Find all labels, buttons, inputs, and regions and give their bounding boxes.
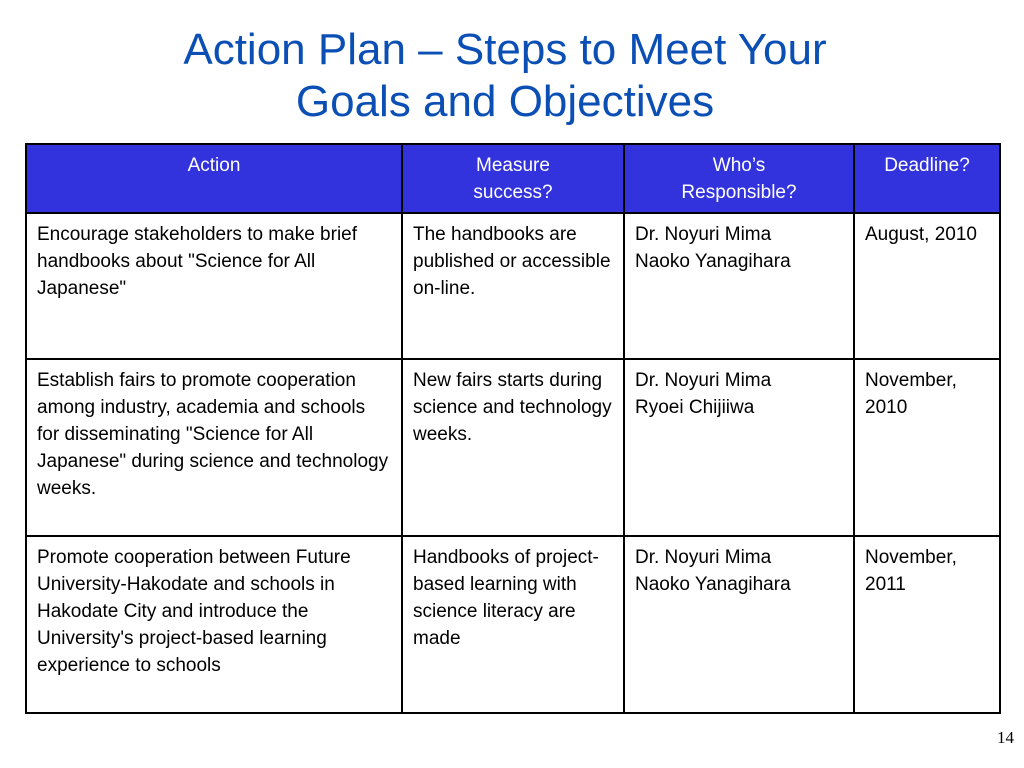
cell-deadline: November, 2011: [854, 536, 1000, 713]
header-action-label: Action: [187, 155, 241, 176]
cell-measure: Handbooks of project-based learning with science literacy are made: [402, 536, 624, 713]
responsible-person: Naoko Yanagihara: [635, 251, 791, 272]
cell-responsible: [624, 359, 854, 536]
responsible-person: Dr. Noyuri Mima: [635, 370, 772, 391]
cell-deadline: November, 2010: [854, 359, 1000, 536]
header-measure-line-2: success?: [473, 182, 553, 203]
slide-title-line-1: Action Plan – Steps to Meet Your: [183, 25, 827, 74]
table-row: [26, 213, 1000, 359]
cell-measure: New fairs starts during science and technology weeks.: [402, 359, 624, 536]
header-responsible-line-1: Who’s: [712, 155, 766, 176]
responsible-person: Dr. Noyuri Mima: [635, 547, 772, 568]
table-row: [26, 536, 1000, 713]
header-whos-responsible: [624, 144, 854, 213]
header-responsible-line-2: Responsible?: [681, 182, 797, 203]
responsible-person: Dr. Noyuri Mima: [635, 224, 772, 245]
cell-responsible: [624, 536, 854, 713]
cell-action: Promote cooperation between Future University-Hakodate and schools in Hakodate City and introduce the University's project-based learning experience to schools: [26, 536, 402, 713]
cell-responsible: [624, 213, 854, 359]
page-number: 14: [997, 728, 1014, 747]
cell-action: Encourage stakeholders to make brief handbooks about "Science for All Japanese": [26, 213, 402, 359]
header-measure-success: [402, 144, 624, 213]
cell-measure: The handbooks are published or accessible on-line.: [402, 213, 624, 359]
cell-deadline: August, 2010: [854, 213, 1000, 359]
slide-title: [0, 24, 1010, 128]
table-row: [26, 359, 1000, 536]
header-deadline-label: Deadline?: [884, 155, 970, 176]
cell-action: Establish fairs to promote cooperation among industry, academia and schools for disseminating "Science for All Japanese" during science and technology weeks.: [26, 359, 402, 536]
header-measure-line-1: Measure: [476, 155, 550, 176]
slide-title-line-2: Goals and Objectives: [295, 77, 715, 126]
responsible-person: Ryoei Chijiiwa: [635, 397, 755, 418]
header-deadline: [854, 144, 1000, 213]
responsible-person: Naoko Yanagihara: [635, 574, 791, 595]
action-plan-table: [25, 143, 1001, 714]
header-action: [26, 144, 402, 213]
table-header-row: [26, 144, 1000, 213]
